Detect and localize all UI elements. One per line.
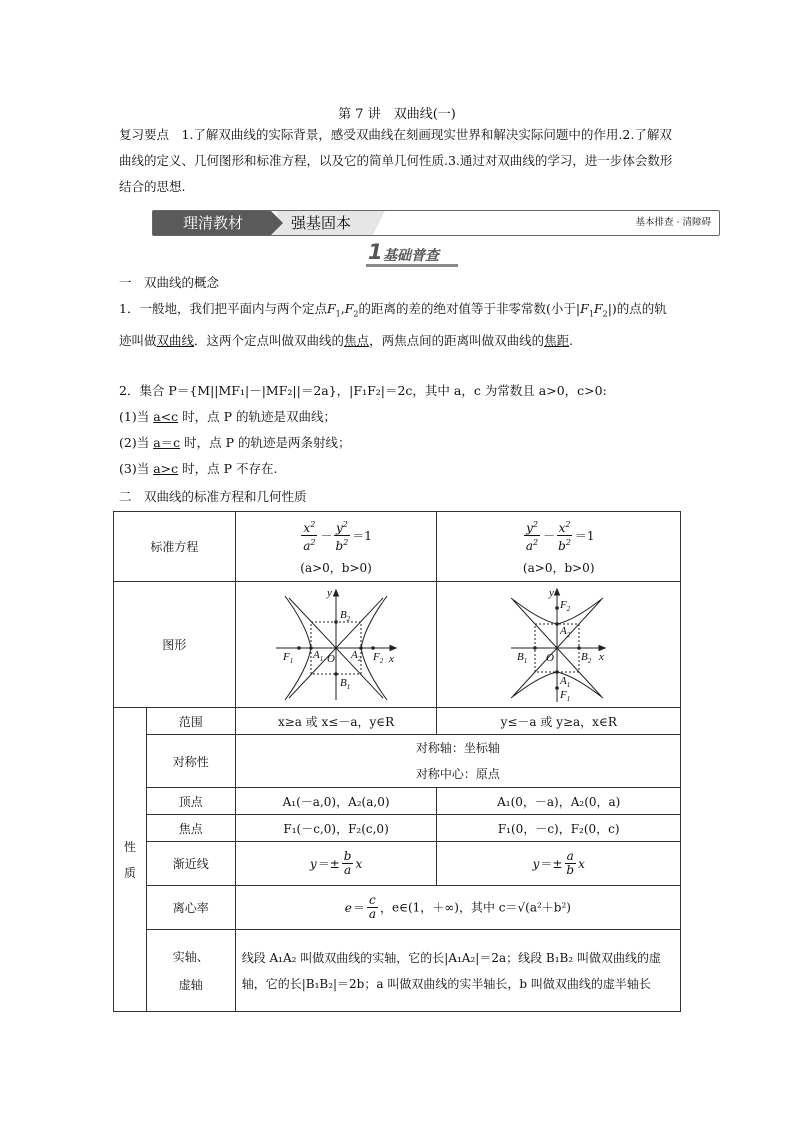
fig-h-origin-label: O [327, 652, 336, 665]
svg-text:B1 [340, 677, 350, 691]
symmetry-axis: 对称轴：坐标轴 [415, 741, 500, 755]
table-row [114, 930, 681, 1012]
table-row [114, 886, 681, 930]
def-text-c: )的点的轨迹叫做 [119, 301, 667, 348]
page-title: 第 7 讲 双曲线(一) [338, 107, 456, 122]
fig-v-f1-sub: 1 [566, 694, 570, 703]
eccentricity-label: 离心率 [146, 886, 235, 930]
case-3 [119, 456, 679, 482]
def-term-focus: 焦点 [344, 332, 370, 348]
fig-h-x-label: x [389, 652, 394, 665]
def-text-e: ．这两个定点叫做双曲线的 [194, 332, 345, 348]
def-text-g: ，两焦点间的距离叫做双曲线的 [369, 332, 545, 348]
fig-v-b1-label: B [516, 650, 524, 663]
asymptote-horizontal: y ＝± $\frac{b}{a}$ x [235, 842, 437, 886]
table-row [114, 788, 681, 815]
fig-h-f2-sub: 2 [379, 656, 384, 665]
case-2-cond: a＝c [153, 435, 181, 450]
svg-text:F1 [282, 651, 293, 665]
std-cond-1: (a>0，b>0) [300, 560, 372, 575]
table-row [114, 512, 681, 582]
fig-h-a2-sub: 2 [357, 654, 362, 663]
focus-label: 焦点 [146, 815, 235, 842]
symmetry-center: 对称中心：原点 [415, 767, 500, 781]
fig-v-f2-sub: 2 [566, 604, 570, 613]
def-text-i: . [569, 332, 574, 348]
banner-sub-label: 强基固本 [291, 214, 352, 232]
section-heading-concept: 一 双曲线的概念 [119, 275, 220, 290]
review-points: 复习要点 1.了解双曲线的实际背景，感受双曲线在刻画现实世界和解决实际问题中的作用.2.了解双曲线的定义、几何图形和标准方程，以及它的简单几何性质.3.通过对双曲线的学习，进一步体会数形结合的思想. [119, 127, 673, 194]
def-term-hyperbola: 双曲线 [156, 332, 195, 348]
fig-h-f2-label: F [373, 650, 380, 663]
figure-label: 图形 [114, 582, 236, 708]
svg-text:B2 [340, 609, 351, 623]
svg-text:A1 [559, 675, 570, 689]
fig-v-b2-label: B [580, 650, 588, 663]
fig-h-b1-sub: 1 [346, 682, 351, 691]
hyperbola-vertical-figure [509, 586, 609, 704]
badge-number: 1 [368, 240, 383, 264]
fig-h-a1-sub: 1 [319, 654, 324, 663]
vertex-vertical: A₁(0，－a)，A₂(0，a) [437, 788, 681, 815]
std-eq-label: 标准方程 [114, 512, 236, 582]
definition-paragraph: 1．一般地，我们把平面内与两个定点$F_1,F_2$的距离的差的绝对值等于非零常数(小于$|F_1F_2|$)的点的轨迹叫做双曲线．这两个定点叫做双曲线的焦点，两焦点间的距离叫做双曲线的焦距. [119, 301, 667, 348]
fig-h-b1-label: B [340, 676, 347, 689]
figure-horizontal-cell [235, 582, 437, 708]
fig-v-f1-label: F [559, 688, 567, 701]
fig-v-f2-label: F [559, 598, 567, 611]
focus-horizontal: F₁(－c,0)，F₂(c,0) [235, 815, 437, 842]
symmetry-label: 对称性 [146, 735, 235, 788]
axis-label-1: 实轴、 [172, 949, 209, 964]
svg-text:A1 [312, 649, 323, 663]
def-text-a: 1．一般地，我们把平面内与两个定点 [119, 301, 327, 316]
case-2-post: 时，点 P 的轨迹是两条射线； [180, 435, 351, 450]
svg-text:F1 [559, 689, 570, 703]
properties-table [113, 511, 681, 1012]
fig-h-a2-label: A [351, 648, 358, 661]
svg-text:B2 [581, 651, 592, 665]
table-row [114, 842, 681, 886]
fig-v-y-label: y [548, 586, 554, 599]
std-eq-horizontal: $\frac{x^2}{a^2}$ － $\frac{y^2}{b^2}$ ＝1 (a>0，b>0) [235, 512, 437, 582]
fig-h-f1-label: F [283, 650, 290, 663]
banner-left-label: 理清教材 [153, 211, 271, 235]
eccentricity-text: e∈(1，＋∞)，其中 c＝√(a²＋b²) [392, 900, 571, 915]
focus-vertical: F₁(0，－c)，F₂(0，c) [437, 815, 681, 842]
banner-arrow-icon [271, 211, 283, 235]
fig-h-b2-label: B [340, 608, 347, 621]
fig-h-a1-label: A [313, 648, 320, 661]
range-vertical: y≤－a 或 y≥a，x∈R [437, 708, 681, 735]
def-text-b: 的距离的差的绝对值等于非零常数(小于 [358, 301, 576, 316]
svg-text:B1 [517, 651, 527, 665]
fig-v-b1-sub: 1 [523, 656, 527, 665]
fig-h-y-label: y [327, 586, 332, 599]
section-banner [152, 210, 720, 236]
vertex-label: 顶点 [146, 788, 235, 815]
fig-v-a1-label: A [559, 674, 567, 687]
table-row [114, 735, 681, 788]
svg-text:F2 [372, 651, 384, 665]
badge-text: 基础普查 [383, 248, 439, 264]
range-horizontal: x≥a 或 x≤－a，y∈R [235, 708, 437, 735]
table-row [114, 708, 681, 735]
fig-v-origin-label: O [545, 651, 554, 664]
fig-v-x-label: x [598, 650, 604, 663]
case-1-pre: (1)当 [119, 409, 154, 424]
axis-label-2: 虚轴 [178, 977, 203, 992]
case-3-pre: (3)当 [119, 461, 154, 476]
case-3-post: 时，点 P 不存在. [178, 461, 278, 476]
std-eq-vertical: $\frac{y^2}{a^2}$ － $\frac{x^2}{b^2}$ ＝1 (a>0，b>0) [437, 512, 681, 582]
case-3-cond: a>c [153, 461, 179, 476]
section-badge [366, 242, 456, 264]
hyperbola-horizontal-figure [271, 586, 401, 704]
case-2 [119, 430, 679, 456]
case-1-post: 时，点 P 的轨迹是双曲线； [178, 409, 336, 424]
svg-text:A2 [350, 649, 362, 663]
fig-v-b2-sub: 2 [587, 656, 591, 665]
range-label: 范围 [146, 708, 235, 735]
def-term-focal-distance: 焦距 [544, 332, 570, 348]
std-cond-2: (a>0，b>0) [522, 560, 595, 575]
case-1 [119, 404, 679, 430]
svg-text:A2 [559, 625, 571, 639]
fig-v-a2-label: A [559, 624, 567, 637]
axis-label [146, 930, 235, 1012]
banner-right-label: 基本排查 · 清障碍 [635, 217, 711, 228]
table-row [114, 582, 681, 708]
section-heading-properties: 二 双曲线的标准方程和几何性质 [119, 489, 307, 504]
eccentricity-cell: e ＝ $\frac{c}{a}$ ， e∈(1，＋∞)，其中 c＝√(a²＋b²) [235, 886, 680, 930]
symmetry-cell [235, 735, 680, 788]
properties-label: 性质 [114, 708, 147, 1012]
case-2-pre: (2)当 [119, 435, 154, 450]
set-definition: 2．集合 P＝{M||MF₁|－|MF₂||＝2a}，|F₁F₂|＝2c，其中 a，c 为常数且 a>0，c>0: [119, 383, 607, 398]
fig-h-b2-sub: 2 [346, 614, 351, 623]
asymptote-vertical: y ＝± $\frac{a}{b}$ x [437, 842, 681, 886]
badge-underline [366, 264, 458, 267]
svg-text:F2 [559, 599, 571, 613]
axis-text: 线段 A₁A₂ 叫做双曲线的实轴，它的长|A₁A₂|＝2a；线段 B₁B₂ 叫做双曲线的虚轴，它的长|B₁B₂|＝2b；a 叫做双曲线的实半轴长，b 叫做双曲线的虚半轴长 [235, 930, 680, 1012]
figure-vertical-cell [437, 582, 681, 708]
fig-v-a1-sub: 1 [566, 680, 570, 689]
asymptote-label: 渐近线 [146, 842, 235, 886]
table-row [114, 815, 681, 842]
fig-h-f1-sub: 1 [289, 656, 294, 665]
vertex-horizontal: A₁(－a,0)，A₂(a,0) [235, 788, 437, 815]
case-1-cond: a<c [153, 409, 179, 424]
fig-v-a2-sub: 2 [566, 630, 570, 639]
